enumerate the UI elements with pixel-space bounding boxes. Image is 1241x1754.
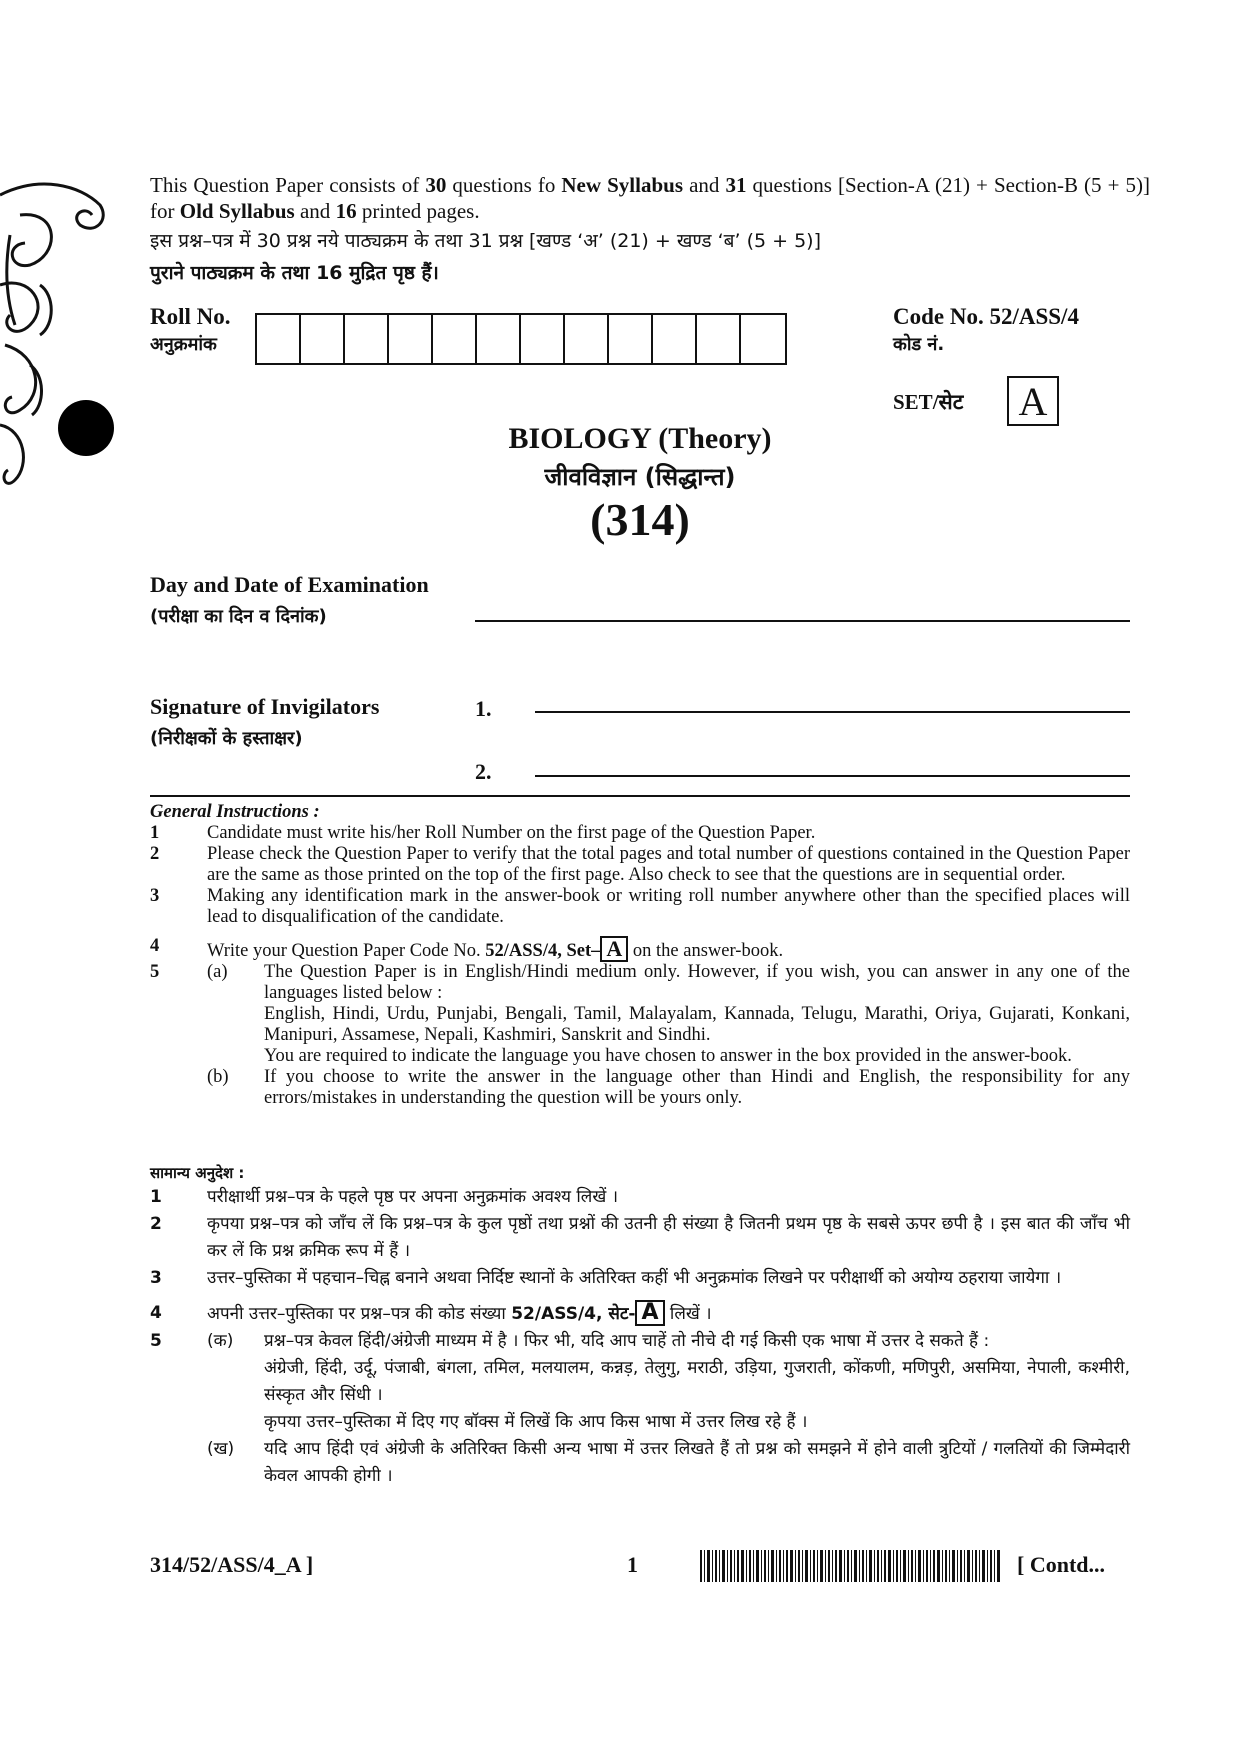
hindi-instructions <box>150 1162 1130 1490</box>
invigilator-1-number: 1. <box>475 696 492 721</box>
invigilators-label: Signature of Invigilators (निरीक्षकों के हस्ताक्षर) <box>150 694 380 749</box>
roll-number-label: Roll No. अनुक्रमांक <box>150 304 231 355</box>
code-number: Code No. 52/ASS/4 कोड नं. <box>893 304 1079 355</box>
intro-hindi-line1: इस प्रश्न–पत्र में 30 प्रश्न नये पाठ्यक्रम के तथा 31 प्रश्न [खण्ड ‘अ’ (21) + खण्ड ‘ब’ (5 + 5)] <box>150 230 821 252</box>
exam-date-label: Day and Date of Examination (परीक्षा का दिन व दिनांक) <box>150 572 429 627</box>
instruction-item: 2 Please check the Question Paper to verify that the total pages and total number of questions contained in the Question Paper are the same as those printed on the top of the first page. Also check to see that the questions are in sequential order. <box>150 844 1130 885</box>
decorative-ornament <box>0 175 115 515</box>
page-number: 1 <box>627 1552 638 1577</box>
invigilator-2-line[interactable] <box>535 775 1130 777</box>
exam-date-line[interactable] <box>475 620 1130 622</box>
set-inline-box-hindi: A <box>635 1300 664 1326</box>
hindi-instruction-item: (ख) यदि आप हिंदी एवं अंग्रेजी के अतिरिक्त किसी अन्य भाषा में उत्तर लिखते हैं तो प्रश्न को समझने में होने वाली त्रुटियों / गलतियों की जिम्मेदारी केवल आपकी होगी । <box>207 1439 1130 1486</box>
hindi-instruction-item: 5 (क) प्रश्न–पत्र केवल हिंदी/अंग्रेजी माध्यम में है । फिर भी, यदि आप चाहें तो नीचे दी गई किसी एक भाषा में उत्तर दे सकते हैं : अंग्रेजी, हिंदी, उर्दू, पंजाबी, बंगला, तमिल, मलयालम, कन्नड़, तेलुगु, मराठी, उड़िया, गुजराती, कोंकणी, मणिपुरी, असमिया, नेपाली, कश्मीरी, संस्कृत और सिंधी । कृपया उत्तर–पुस्तिका में दिए गए बॉक्स में लिखें कि आप किस भाषा में उत्तर लिख रहे हैं । <box>150 1331 1130 1432</box>
instruction-item: 1 Candidate must write his/her Roll Number on the first page of the Question Paper. <box>150 823 816 843</box>
title-english: BIOLOGY (Theory) <box>508 422 772 455</box>
footer-paper-code: 314/52/ASS/4_A ] <box>150 1552 314 1577</box>
hindi-instruction-item: 1 परीक्षार्थी प्रश्न–पत्र के पहले पृष्ठ पर अपना अनुक्रमांक अवश्य लिखें । <box>150 1187 619 1207</box>
registration-dot <box>58 400 114 456</box>
intro-block <box>150 172 1150 290</box>
invigilator-2-number: 2. <box>475 759 492 784</box>
intro-hindi-line2: पुराने पाठ्यक्रम के तथा 16 मुद्रित पृष्ठ हैं। <box>150 262 439 284</box>
set-label: SET/सेट <box>893 390 964 414</box>
paper-title <box>390 422 890 546</box>
hindi-instruction-item: 2 कृपया प्रश्न–पत्र को जाँच लें कि प्रश्न–पत्र के कुल पृष्ठों तथा प्रश्नों की उतनी ही संख्या है जितनी प्रथम पृष्ठ के सबसे ऊपर छपी है । इस बात की जाँच भी कर लें कि प्रश्न क्रमिक रूप में हैं । <box>150 1214 1130 1261</box>
intro-english: This Question Paper consists of 30 questions fo New Syllabus and 31 questions [Section-A (21) + Section-B (5 + 5)] for Old Syllabus and 16 printed pages. <box>150 173 1151 223</box>
title-hindi: जीवविज्ञान (सिद्धान्त) <box>544 463 736 491</box>
barcode <box>700 1550 1000 1582</box>
divider <box>150 795 1130 797</box>
instruction-item: (b) If you choose to write the answer in the language other than Hindi and English, the responsibility for any errors/mistakes in understanding the question will be yours only. <box>207 1067 1130 1108</box>
subject-code: (314) <box>590 494 690 545</box>
hindi-instruction-item: 4 अपनी उत्तर–पुस्तिका पर प्रश्न–पत्र की कोड संख्या 52/ASS/4, सेट- A लिखें । <box>150 1300 712 1325</box>
invigilator-1-line[interactable] <box>535 711 1130 713</box>
hindi-instruction-item: 3 उत्तर–पुस्तिका में पहचान–चिह्न बनाने अथवा निर्दिष्ट स्थानों के अतिरिक्त कहीं भी अनुक्रमांक लिखने पर परीक्षार्थी को अयोग्य ठहराया जायेगा । <box>150 1268 1062 1288</box>
instruction-item: 4 Write your Question Paper Code No. 52/ASS/4, Set– A on the answer-book. <box>150 936 784 961</box>
general-instructions <box>150 802 1130 1109</box>
roll-number-boxes[interactable] <box>255 313 787 365</box>
continued-label: [ Contd... <box>1017 1552 1106 1577</box>
instructions-heading: General Instructions : <box>150 802 320 822</box>
set-inline-box: A <box>600 936 628 962</box>
instruction-item: 3 Making any identification mark in the answer-book or writing roll number anywhere other than the specified places will lead to disqualification of the candidate. <box>150 886 1130 927</box>
instruction-item: 5 (a) The Question Paper is in English/Hindi medium only. However, if you wish, you can answer in any one of the languages listed below : English, Hindi, Urdu, Punjabi, Bengali, Tamil, Malayalam, Kannada, Telugu, Marathi, Oriya, Gujarati, Konkani, Manipuri, Assamese, Nepali, Kashmiri, Sanskrit and Sindhi. You are required to indicate the language you have chosen to answer in the box provided in the answer-book. <box>150 962 1130 1066</box>
set-box: A <box>1007 376 1059 426</box>
hindi-instructions-heading: सामान्य अनुदेश : <box>150 1164 245 1182</box>
